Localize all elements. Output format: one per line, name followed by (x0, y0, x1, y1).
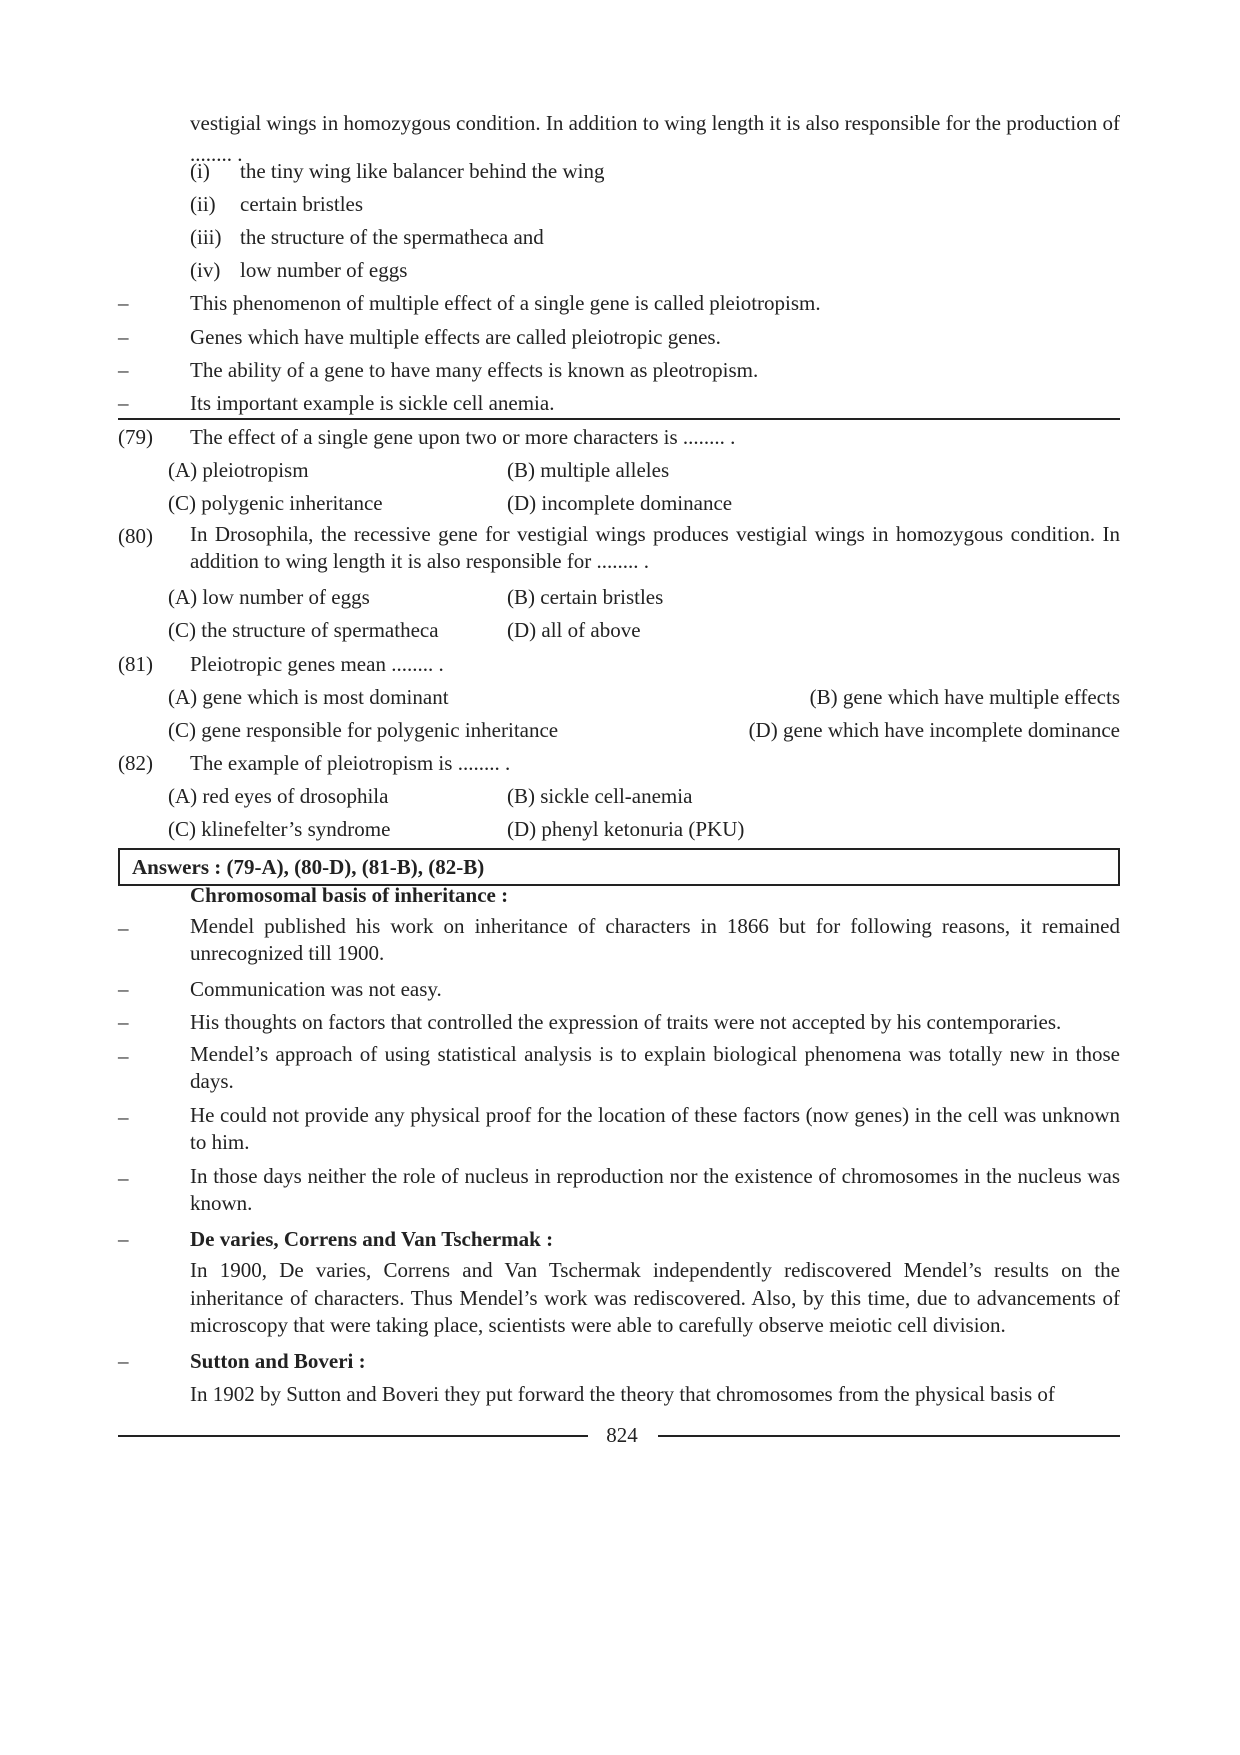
option-a: (A) gene which is most dominant (168, 685, 449, 709)
item-text: the structure of the spermatheca and (240, 225, 544, 249)
bullet-item (118, 1102, 1120, 1156)
question-text: Pleiotropic genes mean ........ . (190, 652, 444, 676)
bullet-item (118, 288, 1120, 319)
page-footer (118, 1420, 1120, 1450)
paragraph-text: In 1900, De varies, Correns and Van Tschermak independently rediscovered Mendel’s results on the inheritance of characters. Thus Mendel’s work was rediscovered. Also, by this time, due to advancements of microscopy that were taking place, scientists were able to carefully observe meiotic cell division. (190, 1258, 1120, 1337)
option-a: (A) low number of eggs (168, 585, 370, 609)
bullet-item (118, 913, 1120, 967)
footer-rule-left (118, 1435, 588, 1437)
option-c: (C) klinefelter’s syndrome (168, 817, 391, 841)
subsection-heading-row (118, 1224, 1120, 1255)
bullet-text: This phenomenon of multiple effect of a single gene is called pleiotropism. (190, 291, 821, 315)
item-text: the tiny wing like balancer behind the wing (240, 159, 605, 183)
question-number: (82) (118, 751, 153, 775)
question-82 (118, 748, 1120, 779)
footer-rule-right (658, 1435, 1120, 1437)
subsection-paragraph (118, 1379, 1120, 1410)
question-number: (81) (118, 652, 153, 676)
option-d: (D) gene which have incomplete dominance (748, 718, 1120, 742)
question-text: In Drosophila, the recessive gene for vestigial wings produces vestigial wings in homozygous condition. In addition to wing length it is also responsible for ........ . (190, 522, 1120, 573)
option-b: (B) gene which have multiple effects (809, 685, 1120, 709)
subsection-heading: De varies, Correns and Van Tschermak : (190, 1227, 554, 1251)
dash-marker: – (118, 1227, 129, 1251)
bullet-text: In those days neither the role of nucleus in reproduction nor the existence of chromosomes in the nucleus was known. (190, 1164, 1120, 1215)
dash-marker: – (118, 1044, 129, 1068)
option-c: (C) gene responsible for polygenic inheritance (168, 718, 559, 742)
question-text: The example of pleiotropism is ........ . (190, 751, 511, 775)
option-d: (D) all of above (507, 618, 641, 642)
dash-marker: – (118, 1349, 129, 1373)
option-d: (D) phenyl ketonuria (PKU) (507, 817, 745, 841)
item-number: (iii) (190, 225, 222, 249)
question-text: The effect of a single gene upon two or more characters is ........ . (190, 425, 736, 449)
bullet-text: Genes which have multiple effects are called pleiotropic genes. (190, 325, 721, 349)
option-c: (C) polygenic inheritance (168, 491, 383, 515)
dash-marker: – (118, 325, 129, 349)
bullet-item (118, 1007, 1120, 1038)
subsection-paragraph (118, 1257, 1120, 1340)
section-heading: Chromosomal basis of inheritance : (190, 883, 509, 907)
item-text: low number of eggs (240, 258, 408, 282)
paragraph-text: In 1902 by Sutton and Boveri they put forward the theory that chromosomes from the physical basis of (190, 1382, 1055, 1406)
bullet-text: Communication was not easy. (190, 977, 442, 1001)
subsection-heading-row (118, 1346, 1120, 1377)
section-divider (118, 418, 1120, 420)
bullet-item (118, 388, 1120, 419)
bullet-text: Mendel’s approach of using statistical analysis is to explain biological phenomena was totally new in those days. (190, 1042, 1120, 1093)
option-a: (A) pleiotropism (168, 458, 309, 482)
subsection-heading: Sutton and Boveri : (190, 1349, 366, 1373)
dash-marker: – (118, 1010, 129, 1034)
bullet-text: Mendel published his work on inheritance of characters in 1866 but for following reasons, it remained unrecognized till 1900. (190, 914, 1120, 965)
page-number: 824 (606, 1423, 638, 1447)
bullet-item (118, 322, 1120, 353)
question-81 (118, 649, 1120, 680)
intro-continuation: vestigial wings in homozygous condition. In addition to wing length it is also responsible for the production of ........ . (190, 111, 1120, 166)
question-number: (79) (118, 425, 153, 449)
dash-marker: – (118, 1105, 129, 1129)
dash-marker: – (118, 977, 129, 1001)
bullet-text: The ability of a gene to have many effects is known as pleotropism. (190, 358, 759, 382)
answer-key: Answers : (79-A), (80-D), (81-B), (82-B) (132, 855, 485, 879)
question-80 (118, 521, 1120, 575)
dash-marker: – (118, 358, 129, 382)
option-d: (D) incomplete dominance (507, 491, 733, 515)
question-number: (80) (118, 524, 153, 548)
dash-marker: – (118, 291, 129, 315)
option-b: (B) certain bristles (507, 585, 664, 609)
option-b: (B) sickle cell-anemia (507, 784, 693, 808)
option-a: (A) red eyes of drosophila (168, 784, 389, 808)
bullet-item (118, 1163, 1120, 1217)
dash-marker: – (118, 1166, 129, 1190)
item-number: (i) (190, 159, 210, 183)
dash-marker: – (118, 391, 129, 415)
bullet-item (118, 355, 1120, 386)
page (118, 0, 1120, 1755)
section-heading-row (118, 880, 1120, 911)
bullet-text: Its important example is sickle cell anemia. (190, 391, 555, 415)
option-b: (B) multiple alleles (507, 458, 670, 482)
option-c: (C) the structure of spermatheca (168, 618, 439, 642)
bullet-text: His thoughts on factors that controlled the expression of traits were not accepted by his contemporaries. (190, 1010, 1062, 1034)
bullet-text: He could not provide any physical proof for the location of these factors (now genes) in the cell was unknown to him. (190, 1103, 1120, 1154)
dash-marker: – (118, 916, 129, 940)
question-79 (118, 422, 1120, 453)
item-number: (iv) (190, 258, 221, 282)
bullet-item (118, 974, 1120, 1005)
item-text: certain bristles (240, 192, 364, 216)
item-number: (ii) (190, 192, 216, 216)
bullet-item (118, 1041, 1120, 1095)
